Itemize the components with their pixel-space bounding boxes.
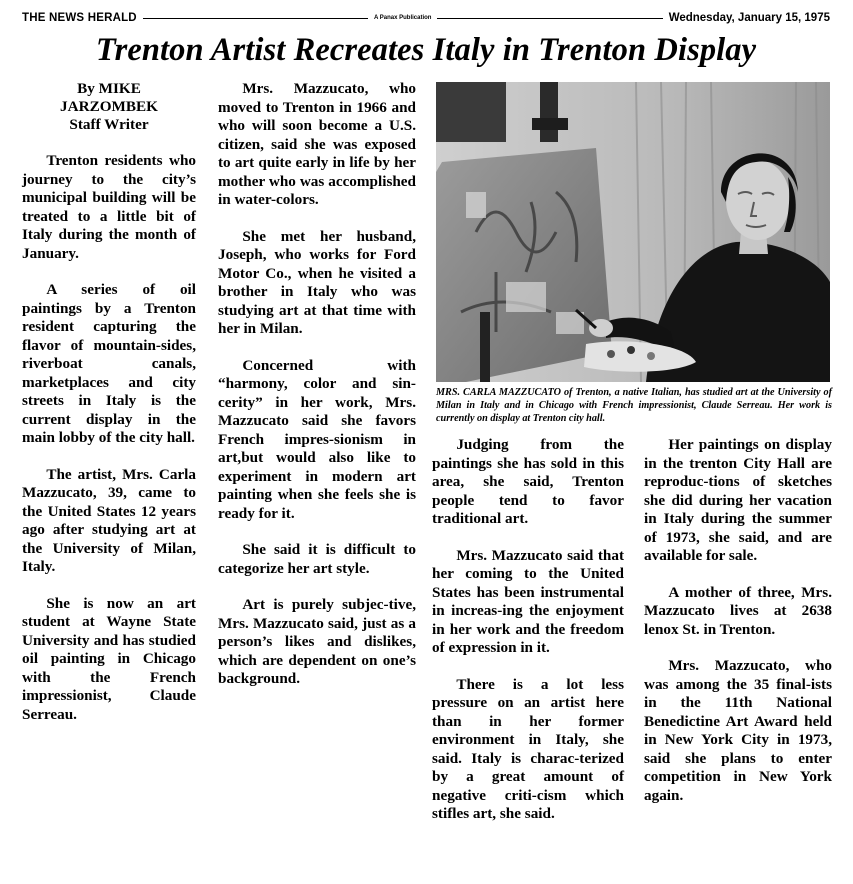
masthead [22,8,830,28]
paragraph: A mother of three, Mrs. Mazzucato lives at 2638 lenox St. in Trenton. [644,583,832,638]
paragraph: There is a lot less pressure on an artist here than in her former environment in Italy, she said. Italy is charac-terized by a great amount of negative criti-cism which stifles art, she said. [432,675,624,822]
byline-title: Staff Writer [69,116,149,133]
paragraph: She is now an art student at Wayne State University and has studied oil painting in Chicago with the French impressionist, Claude Serreau. [22,594,196,723]
paragraph: The artist, Mrs. Carla Mazzucato, 39, came to the United States 12 years ago after studying art at the University of Milan, Italy. [22,465,196,575]
headline: Trenton Artist Recreates Italy in Trenton Display [95,32,757,68]
article-column-2 [218,80,416,689]
photo-caption: MRS. CARLA MAZZUCATO of Trenton, a native Italian, has studied art at the University of Milan in Italy and in Chicago with French impressionist, Claude Serreau. Her work is currently on display at Trenton city hall. [436,387,832,424]
byline-by: By MIKE [77,80,141,97]
paragraph: Mrs. Mazzucato said that her coming to the United States has been instrumental in increas-ing the enjoyment in her work and the freedom of expression in it. [432,546,624,656]
paragraph: A series of oil paintings by a Trenton resident capturing the flavor of mountain-sides, riverboat canals, marketplaces and city streets in Italy is the current display in the main lobby of the city hall. [22,281,196,446]
paragraph: Mrs. Mazzucato, who was among the 35 final-ists in the 11th National Benedictine Art Award held in New York City in 1973, said she plans to enter competition in New York again. [644,657,832,804]
paragraph: She said it is difficult to categorize her art style. [218,541,416,577]
byline-author: JARZOMBEK [60,98,158,115]
publisher-line: A Panax Publication [374,15,432,21]
article-column-1 [22,80,196,724]
artist-photo [436,82,830,382]
article-column-4 [644,436,832,805]
article-column-3 [432,436,624,824]
paragraph: Mrs. Mazzucato, who moved to Trenton in 1966 and who will soon become a U.S. citizen, said she was exposed to art quite early in life by her mother who was accomplished in water-colors. [218,80,416,208]
paragraph: Art is purely subjec-tive, Mrs. Mazzucato said, just as a person’s likes and dislikes, which are dependent on one’s background. [218,596,416,687]
paragraph: Concerned with “harmony, color and sin-cerity” in her work, Mrs. Mazzucato said she favors French impres-sionism in art,but would also like to experiment in modern art painting when she feels she is ready for it. [218,356,416,522]
masthead-rule-right [437,18,662,19]
paragraph: Trenton residents who journey to the city’s municipal building will be treated to a little bit of Italy during the month of January. [22,152,196,262]
byline [22,80,196,134]
paragraph: She met her husband, Joseph, who works for Ford Motor Co., when he visited a brother in Italy who was studying art at that time with her in Milan. [218,227,416,337]
artist-photo-illustration [436,82,830,382]
paragraph: Her paintings on display in the trenton City Hall are reproduc-tions of sketches she did during her vacation in Italy during the summer of 1973, she said, and are available for sale. [644,436,832,564]
masthead-rule-left [143,18,368,19]
newspaper-name: THE NEWS HERALD [22,12,137,24]
paragraph: Judging from the paintings she has sold in this area, she said, Trenton people tend to favor traditional art. [432,436,624,527]
issue-date: Wednesday, January 15, 1975 [668,12,830,24]
